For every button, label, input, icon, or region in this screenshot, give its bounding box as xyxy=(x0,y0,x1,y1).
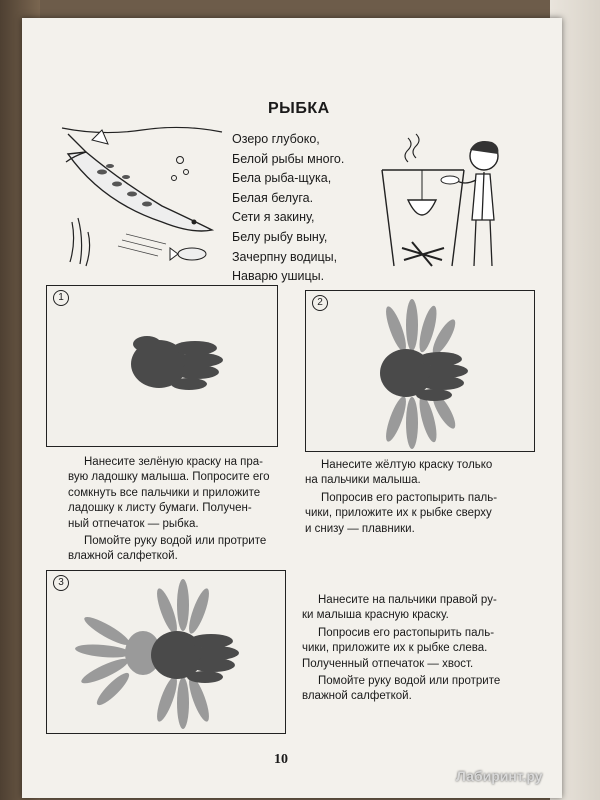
poem-line: Наварю ушицы. xyxy=(232,269,325,284)
poem-line: Белая белуга. xyxy=(232,190,314,205)
step-text-line: чики, приложите их к рыбке слева. xyxy=(302,642,488,655)
step-text-line: влажной салфеткой. xyxy=(302,690,412,703)
step-3-text xyxy=(302,593,542,705)
step-text-line: вую ладошку малыша. Попросите его xyxy=(68,471,270,484)
step-text-line: чики, приложите их к рыбке сверху xyxy=(305,507,492,520)
poem-line: Белу рыбу выну, xyxy=(232,229,328,244)
watermark: Лабиринт.ру xyxy=(456,768,543,784)
step-text-line: ладошку к листу бумаги. Получен- xyxy=(68,502,252,515)
step-1-text xyxy=(68,455,296,565)
step-text-line: на пальчики малыша. xyxy=(305,474,421,487)
poem-line: Сети я закину, xyxy=(232,210,315,225)
step-text-line: ки малыша красную краску. xyxy=(302,609,449,622)
page-title: РЫБКА xyxy=(268,100,330,117)
step-text-line: Помойте руку водой или протрите xyxy=(318,675,501,688)
fish-handprint xyxy=(47,286,277,446)
poem-line: Бела рыба-щука, xyxy=(232,171,332,186)
poem-line: Белой рыбы много. xyxy=(232,151,345,166)
step-text-line: Полученный отпечаток — хвост. xyxy=(302,657,474,670)
step-2-image-frame xyxy=(305,290,535,452)
pike-illustration xyxy=(62,122,232,272)
step-text-line: ный отпечаток — рыбка. xyxy=(68,517,199,530)
boy-cooking-illustration xyxy=(372,130,522,280)
poem xyxy=(232,130,344,287)
step-number: 3 xyxy=(53,575,69,591)
step-3-image-frame xyxy=(46,570,286,734)
step-text-line: Помойте руку водой или протрите xyxy=(84,535,267,548)
step-2-text xyxy=(305,458,545,537)
poem-line: Озеро глубоко, xyxy=(232,132,320,146)
step-text-line: Нанесите на пальчики правой ру- xyxy=(318,594,497,606)
step-text-line: Нанесите жёлтую краску только xyxy=(321,459,493,471)
step-text-line: Попросив его растопырить паль- xyxy=(318,626,495,639)
step-text-line: и снизу — плавники. xyxy=(305,522,415,535)
page-number: 10 xyxy=(274,752,288,767)
step-text-line: Попросив его растопырить паль- xyxy=(321,491,498,504)
step-text-line: сомкнуть все пальчики и приложите xyxy=(68,486,261,499)
fish-with-fins-handprint xyxy=(306,291,534,451)
step-number: 1 xyxy=(53,290,69,306)
step-number: 2 xyxy=(312,295,328,311)
step-1-image-frame xyxy=(46,285,278,447)
step-text-line: Нанесите зелёную краску на пра- xyxy=(84,456,264,468)
poem-line: Зачерпну водицы, xyxy=(232,249,338,264)
step-text-line: влажной салфеткой. xyxy=(68,550,178,563)
complete-fish-handprint xyxy=(47,571,285,733)
